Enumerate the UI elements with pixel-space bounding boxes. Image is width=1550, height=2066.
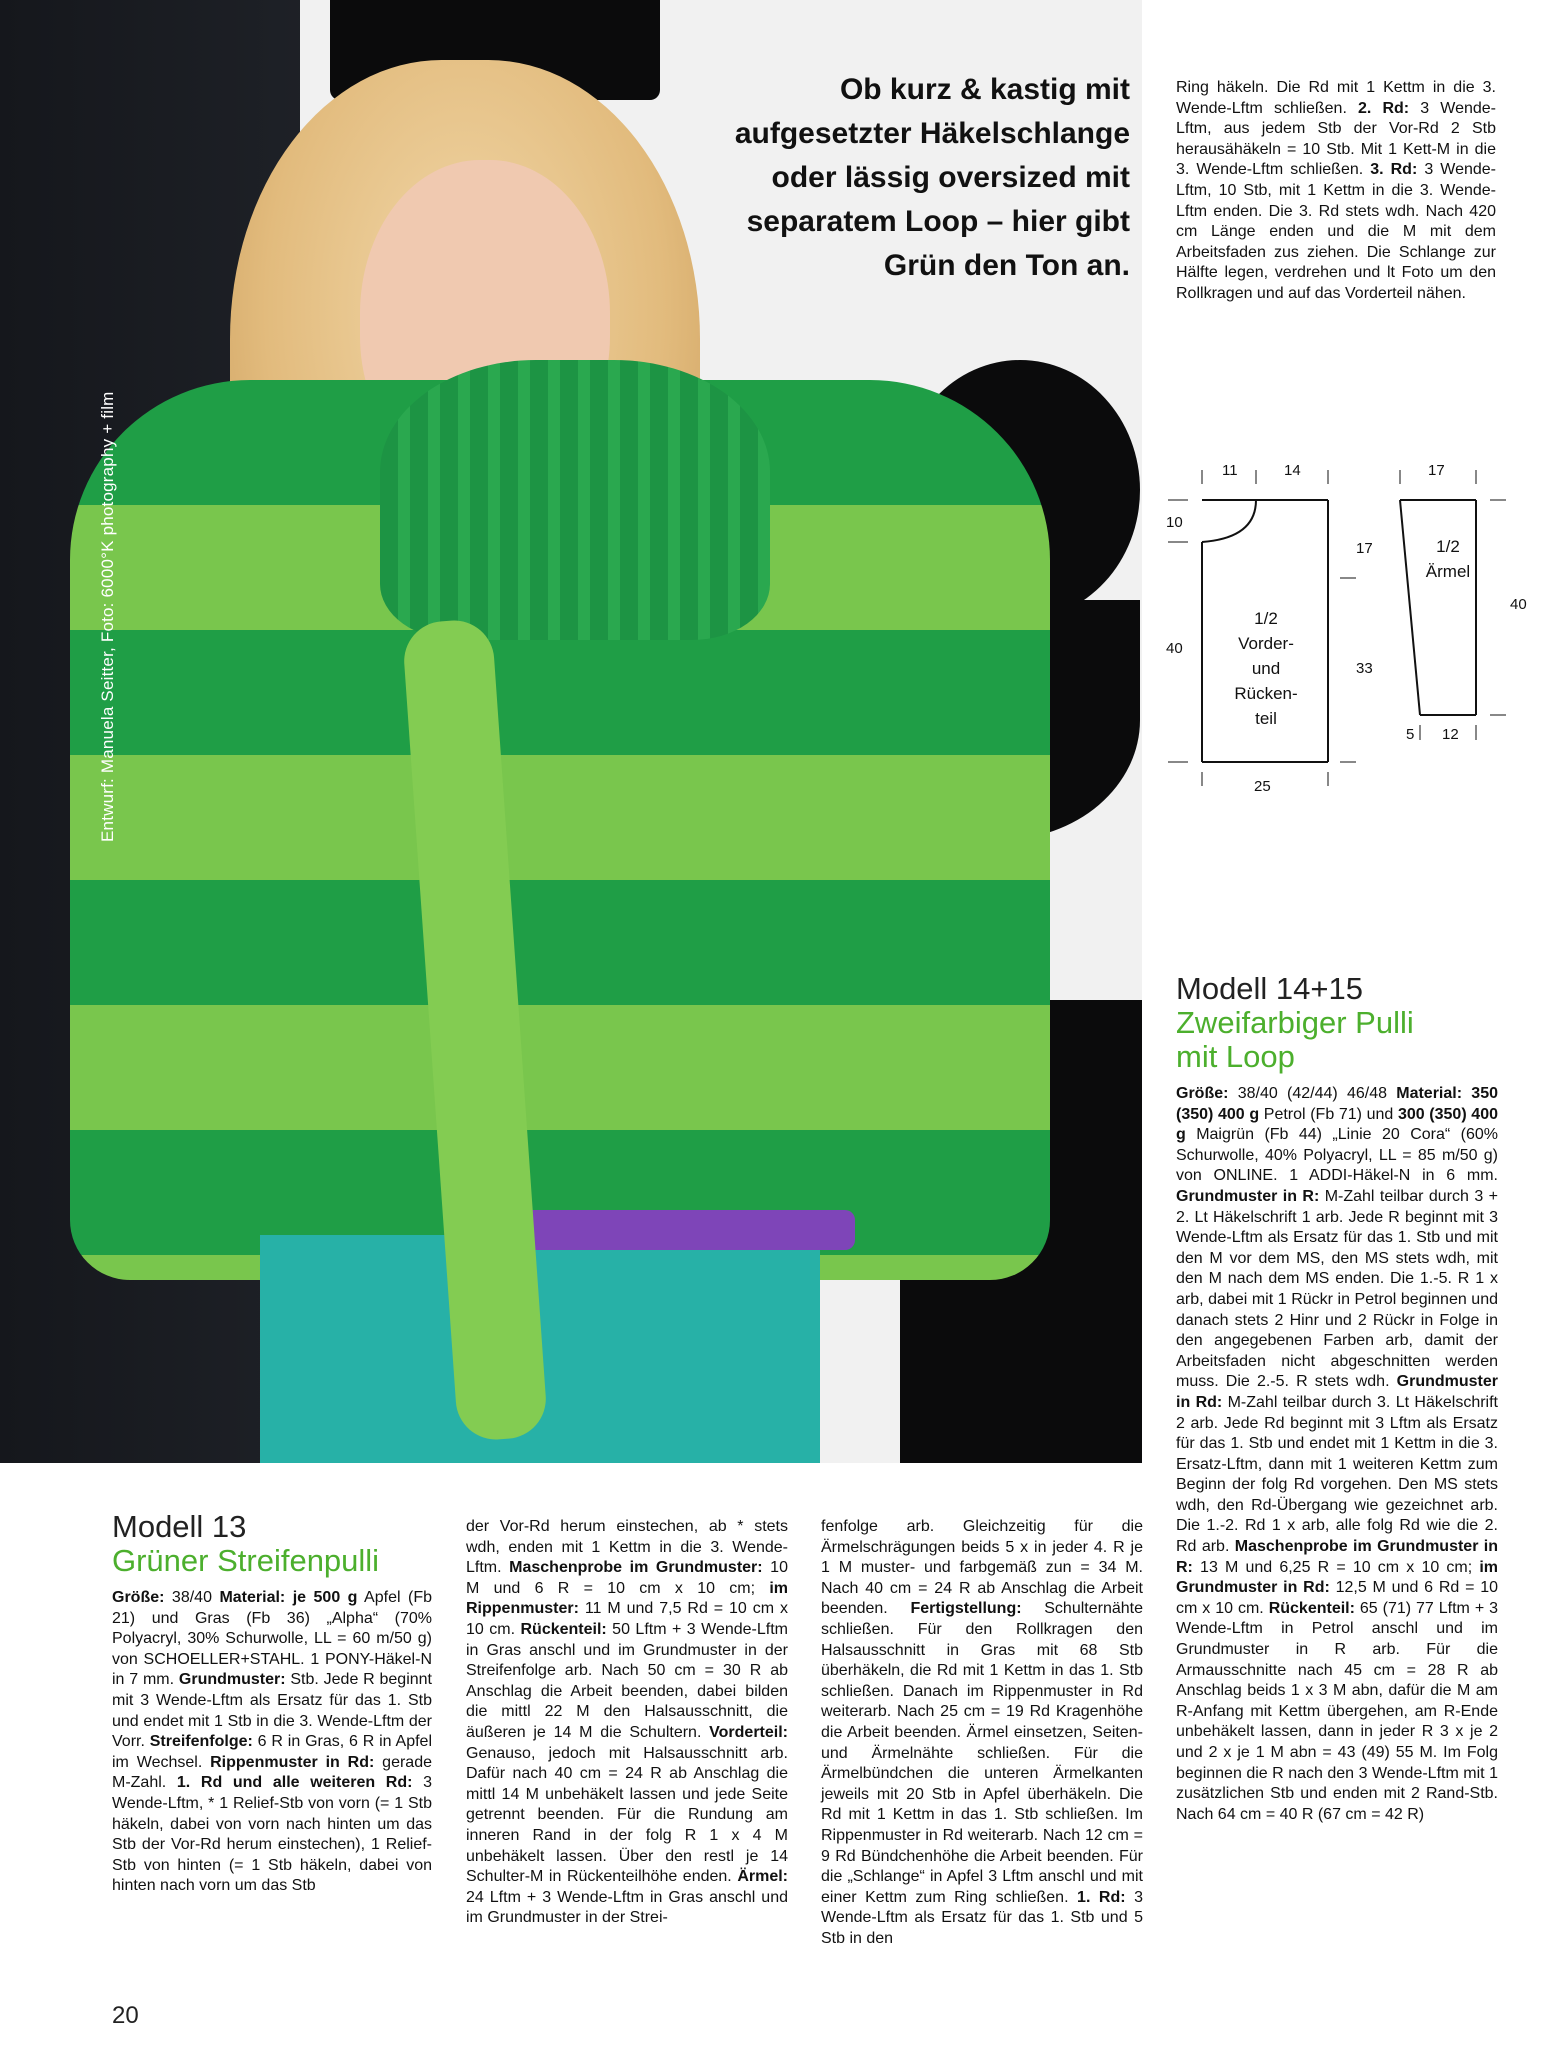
headline-line: aufgesetzter Häkelschlange bbox=[734, 117, 1130, 150]
bold-run: im Rippenmuster: bbox=[466, 1579, 788, 1618]
bold-run: Streifenfolge: bbox=[149, 1733, 253, 1751]
label-line: teil bbox=[1255, 709, 1277, 728]
dim-shoulder-width: 14 bbox=[1284, 462, 1301, 479]
bold-run: Größe: bbox=[1176, 1085, 1229, 1102]
text-run: 6 R in Gras, 6 R in Apfel im Wechsel. bbox=[112, 1733, 432, 1771]
bold-run: Grundmuster: bbox=[178, 1671, 286, 1689]
bold-run: Rippenmuster in Rd: bbox=[210, 1753, 375, 1771]
text-run: 65 (71) 77 Lftm + 3 Wende-Lftm in Petrol anschl und im Grundmuster in R arb. Für die Armausschnitte nach 45 cm = 28 R ab Anschlag beids 1 x 3 M abn, dafür die M am R-Anfang mit Kettm übergehen, am R-Ende unbehäkelt lassen, dann in jeder R 3 x je 2 und 2 x je 1 M abn = 43 (49) 55 M. Im Folg beginnen die R nach den 3 Wende-Lftm mit 1 zusätzlichen Stb und enden mit 2 Rand-Stb. Nach 64 cm = 40 R (67 cm = 42 R) bbox=[1176, 1599, 1499, 1823]
dim-body-height: 40 bbox=[1166, 640, 1183, 657]
bold-run: Material: 350 (350) 400 g bbox=[1176, 1085, 1498, 1123]
bold-run: Fertigstellung: bbox=[910, 1600, 1022, 1618]
page-number: 20 bbox=[112, 2002, 139, 2029]
dim-side: 33 bbox=[1356, 660, 1373, 677]
label-line: 1/2 bbox=[1254, 609, 1278, 628]
photo-credit: Entwurf: Manuela Seitter, Foto: 6000°K photography + film bbox=[98, 391, 117, 842]
bold-run: Vorderteil: bbox=[709, 1723, 788, 1741]
label-line: Ärmel bbox=[1425, 562, 1471, 581]
purple-belt bbox=[505, 1210, 855, 1250]
ribbed-collar bbox=[380, 360, 770, 640]
bold-run: Material: je 500 g bbox=[219, 1589, 358, 1606]
dim-width: 25 bbox=[1254, 778, 1271, 795]
model-14-15-instructions bbox=[1176, 1084, 1498, 1825]
model-title: Grüner Streifenpulli bbox=[112, 1543, 380, 1578]
bold-run: Maschenprobe im Grundmuster in R: bbox=[1176, 1538, 1499, 1576]
sleeve-piece-label bbox=[1416, 534, 1480, 584]
bold-run: 1. Rd und alle weiteren Rd: bbox=[176, 1774, 413, 1792]
text-run: 3 Wende-Lftm, * 1 Relief-Stb von vorn (= 1 Stb häkeln, dabei von vorn nach hinten um das Stb der Vor-Rd herum einstechen), 1 Relief-Stb von hinten (= 1 Stb häkeln, dabei von hinten nach vorn um das Stb bbox=[112, 1774, 433, 1895]
text-run: 11 M und 7,5 Rd = 10 cm x 10 cm. bbox=[466, 1600, 788, 1638]
text-run: Stb. Jede R beginnt mit 3 Wende-Lftm als Ersatz für das 1. Stb und endet mit 1 Stb in die 3. Wende-Lftm der Vorr. bbox=[112, 1671, 433, 1751]
text-run: 3 Wende-Lftm als Ersatz für das 1. Stb und 5 Stb in den bbox=[821, 1888, 1143, 1947]
label-line: 1/2 bbox=[1436, 537, 1460, 556]
bold-run: Größe: bbox=[112, 1589, 165, 1606]
dim-sleeve-top: 17 bbox=[1428, 462, 1445, 479]
dim-sleeve-length: 40 bbox=[1510, 596, 1527, 613]
bold-run: Rückenteil: bbox=[520, 1620, 607, 1638]
text-run: M-Zahl teilbar durch 3. Lt Häkelschrift 2 arb. Jede Rd beginnt mit 3 Lftm als Ersatz für das 1. Stb und endet mit 1 Kettm in die 3. Ersatz-Lftm, dann mit 1 weiteren Kettm zum Beginn der folg Rd vorgehen. Den MS stets wdh, den Rd-Übergang wie gezeichnet arb. Die 1.-2. Rd 1 x arb, alle folg Rd wie die 2. Rd arb. bbox=[1176, 1393, 1498, 1556]
label-line: Rücken- bbox=[1234, 684, 1298, 703]
title-line: Zweifarbiger Pulli bbox=[1176, 1005, 1414, 1040]
body-piece-label bbox=[1220, 606, 1312, 731]
headline-line: oder lässig oversized mit bbox=[771, 161, 1130, 194]
model-title bbox=[1176, 1006, 1498, 1074]
dim-sleeve-bottom-right: 12 bbox=[1442, 726, 1459, 743]
title-line: mit Loop bbox=[1176, 1039, 1295, 1074]
text-run: 12,5 M und 6 Rd = 10 cm x 10 cm. bbox=[1176, 1579, 1499, 1617]
bold-run: Maschenprobe im Grundmuster: bbox=[509, 1559, 763, 1577]
headline-line: Grün den Ton an. bbox=[883, 249, 1130, 282]
bold-run: Ärmel: bbox=[737, 1868, 788, 1886]
schematic-svg bbox=[1160, 460, 1540, 800]
bold-run: im Grundmuster in Rd: bbox=[1176, 1558, 1498, 1597]
text-run: 50 Lftm + 3 Wende-Lftm in Gras anschl und im Grundmuster in der Streifenfolge arb. Nach 50 cm = 30 R ab Anschlag die Arbeit beenden, dabei bilden die mittl 22 M den Halsausschnitt, die äußeren je 14 M die Schultern. bbox=[466, 1620, 789, 1741]
headline-line: Ob kurz & kastig mit bbox=[839, 73, 1130, 106]
text-run: Petrol (Fb 71) und bbox=[1259, 1105, 1398, 1123]
bold-run: Rückenteil: bbox=[1268, 1599, 1355, 1617]
model-13-column-1 bbox=[112, 1510, 432, 1897]
bold-run: Grundmuster in R: bbox=[1176, 1187, 1320, 1205]
dim-neck-width: 11 bbox=[1222, 462, 1238, 479]
text-run: Apfel (Fb 21) und Gras (Fb 36) „Alpha“ (70% Polyacryl, 30% Schurwolle, LL = 60 m/50 g) von SCHOELLER+STAHL. 1 PONY-Häkel-N in 7 mm. bbox=[112, 1589, 432, 1689]
text-run: 24 Lftm + 3 Wende-Lftm in Gras anschl und im Grundmuster in der Strei- bbox=[466, 1888, 788, 1927]
model-number: Modell 13 bbox=[112, 1509, 247, 1544]
text-run: 3 Wende-Lftm, aus jedem Stb der Vor-Rd 2 Stb herausähäkeln = 10 Stb. Mit 1 Kett-M in die 3. Wende-Lftm schließen. bbox=[1176, 99, 1497, 179]
text-run: Schulternähte schließen. Für den Rollkragen den Halsausschnitt in Gras mit 68 Stb überhäkeln, die Rd mit 1 Kettm in das 1. Stb schließen. Danach im Rippenmuster in Rd weiterarb. Nach 25 cm = 19 Rd Kragenhöhe die Arbeit beenden. Ärmel einsetzen, Seiten- und Ärmelnähte schließen. Für die Ärmelbündchen die unteren Ärmelkanten jeweils mit 20 Stb in Apfel überhäkeln. Die Rd mit 1 Kettm in das 1. Stb schließen. Im Rippenmuster in Rd weiterarb. Nach 12 cm = 9 Rd Bündchenhöhe die Arbeit beenden. Für die „Schlange“ in Apfel 3 Lftm anschl und mit einer Kettm zum Ring schließen. bbox=[821, 1600, 1143, 1906]
text-run: 3 Wende-Lftm, 10 Stb, mit 1 Kettm in die 3. Wende-Lftm enden. Die 3. Rd stets wdh. Nach 420 cm Länge enden und die M mit dem Arbeitsfaden zus ziehen. Die Schlange zur Hälfte legen, verdrehen und lt Foto um den Rollkragen und auf das Vorderteil nähen. bbox=[1176, 161, 1496, 302]
bold-run: 300 (350) 400 g bbox=[1176, 1105, 1499, 1144]
model-14-15-section bbox=[1176, 972, 1498, 1825]
text-run: fenfolge arb. Gleichzeitig für die Ärmelschrägungen beids 5 x in jeder 4. R je 1 M muster- und farbgemäß zun = 34 M. Nach 40 cm = 24 R ab Anschlag die Arbeit beenden. bbox=[821, 1518, 1143, 1618]
schematic-diagram bbox=[1160, 460, 1540, 800]
model-number: Modell 14+15 bbox=[1176, 971, 1363, 1006]
text-run: Maigrün (Fb 44) „Linie 20 Cora“ (60% Schurwolle, 40% Polyacryl, LL = 85 m/50 g) von ONLINE. 1 ADDI-Häkel-N in 6 mm. bbox=[1176, 1126, 1498, 1185]
dim-armhole: 17 bbox=[1356, 540, 1373, 557]
text-run: 38/40 bbox=[164, 1589, 220, 1606]
text-run: 38/40 (42/44) 46/48 bbox=[1228, 1085, 1397, 1102]
label-line: Vorder- bbox=[1238, 634, 1294, 653]
text-run: Ring häkeln. Die Rd mit 1 Kettm in die 3. Wende-Lftm schließen. bbox=[1176, 79, 1496, 117]
text-run: M-Zahl teilbar durch 3 + 2. Lt Häkelschrift 1 arb. Jede R beginnt mit 3 Wende-Lftm als Ersatz für das 1. Stb und mit den M vor dem MS, den MS stets wdh, mit den M nach dem MS enden. Die 1.-5. R 1 x arb, dabei mit 1 Rückr in Petrol beginnen und danach stets 2 Hinr und 2 Rückr in Folge in den angegebenen Farben arb, damit der Arbeitsfaden nicht abgeschnitten werden muss. Die 2.-5. R stets wdh. bbox=[1176, 1187, 1498, 1391]
text-run: gerade M-Zahl. bbox=[112, 1753, 432, 1792]
model-13-instructions-1 bbox=[112, 1588, 432, 1897]
neckline-curve bbox=[1202, 500, 1256, 542]
dim-sleeve-bottom-left: 5 bbox=[1406, 726, 1415, 743]
headline-line: separatem Loop – hier gibt bbox=[746, 205, 1130, 238]
label-line: und bbox=[1251, 659, 1281, 678]
bold-run: Grundmuster in Rd: bbox=[1176, 1373, 1498, 1411]
headline bbox=[660, 68, 1130, 288]
text-run: 10 M und 6 R = 10 cm x 10 cm; bbox=[466, 1559, 788, 1597]
text-run: Genauso, jedoch mit Halsausschnitt arb. Dafür nach 40 cm = 24 R ab Anschlag die mittl 14 M unbehäkelt lassen und jede Seite getrennt beenden. Für die Rundung am inneren Rand in der folg R 1 x 4 M unbehäkelt lassen. Über den restl je 14 Schulter-M in Rückenteilhöhe enden. bbox=[466, 1744, 788, 1886]
model-13-column-2 bbox=[466, 1517, 788, 1929]
text-run: der Vor-Rd herum einstechen, ab * stets wdh, enden mit 1 Kettm in die 3. Wende-Lftm. bbox=[466, 1518, 788, 1577]
dim-neck-depth: 10 bbox=[1166, 514, 1183, 531]
bold-run: 1. Rd: bbox=[1077, 1888, 1126, 1906]
continuation-text bbox=[1176, 78, 1496, 305]
text-run: 13 M und 6,25 R = 10 cm x 10 cm; bbox=[1192, 1558, 1480, 1576]
model-13-column-3 bbox=[821, 1517, 1143, 1949]
bold-run: 2. Rd: bbox=[1358, 99, 1410, 117]
sleeve-left-edge bbox=[1400, 500, 1420, 715]
bold-run: 3. Rd: bbox=[1370, 161, 1418, 179]
